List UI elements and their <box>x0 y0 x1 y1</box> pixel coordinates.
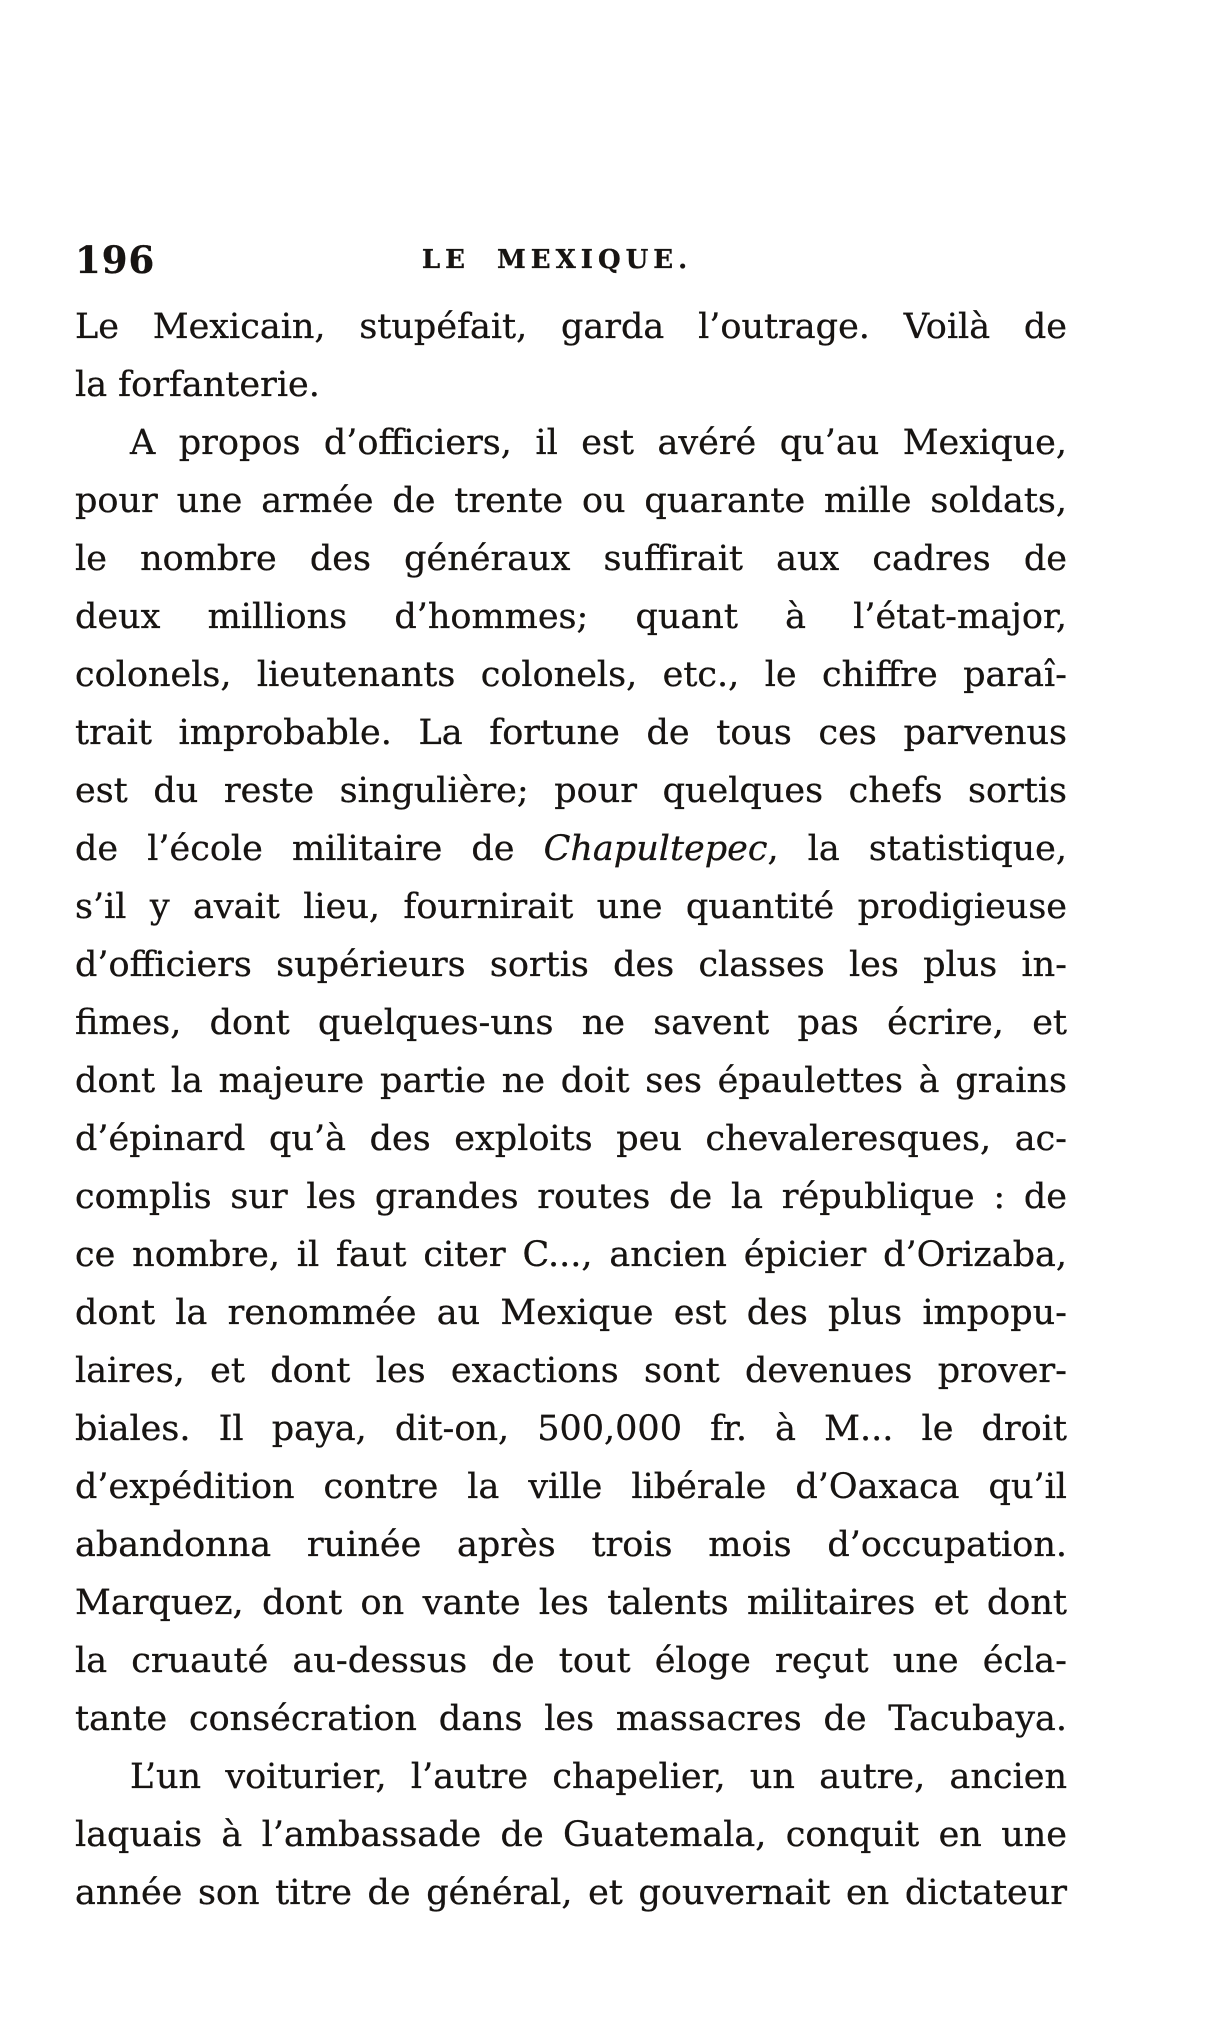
text-line: la forfanterie. <box>75 365 320 405</box>
text-line: laires, et dont les exactions sont devenues prover- <box>75 1351 1067 1391</box>
text-line: d’expédition contre la ville libérale d’Oaxaca qu’il <box>75 1467 1067 1507</box>
text-line: pour une armée de trente ou quarante mille soldats, <box>75 481 1067 521</box>
text-line: L’un voiturier, l’autre chapelier, un autre, ancien <box>130 1757 1067 1797</box>
text-line: s’il y avait lieu, fournirait une quantité prodigieuse <box>75 887 1067 927</box>
text-line: biales. Il paya, dit-on, 500,000 fr. à M... le droit <box>75 1409 1067 1449</box>
text-line: Le Mexicain, stupéfait, garda l’outrage. Voilà de <box>75 307 1067 347</box>
text-line: est du reste singulière; pour quelques chefs sortis <box>75 771 1067 811</box>
page-number: 196 <box>75 238 156 282</box>
paragraph-3 <box>75 1748 1067 1922</box>
italic-word: Chapultepec <box>543 829 768 869</box>
text-line: colonels, lieutenants colonels, etc., le chiffre paraî- <box>75 655 1067 695</box>
page-text <box>75 298 1067 1922</box>
text-segment: de l’école militaire de <box>75 829 544 869</box>
paragraph-2 <box>75 414 1067 1748</box>
text-line: dont la renommée au Mexique est des plus impopu- <box>75 1293 1067 1333</box>
text-line: fimes, dont quelques-uns ne savent pas écrire, et <box>75 1003 1067 1043</box>
running-title: LE MEXIQUE. <box>421 245 693 275</box>
text-line: d’officiers supérieurs sortis des classes les plus in- <box>75 945 1067 985</box>
text-line: le nombre des généraux suffirait aux cadres de <box>75 539 1067 579</box>
text-line: année son titre de général, et gouvernait en dictateur <box>75 1873 1067 1913</box>
text-segment: , la statistique, <box>767 829 1067 869</box>
text-line: dont la majeure partie ne doit ses épaulettes à grains <box>75 1061 1067 1101</box>
text-line: d’épinard qu’à des exploits peu chevaleresques, ac- <box>75 1119 1067 1159</box>
text-line: Marquez, dont on vante les talents militaires et dont <box>75 1583 1067 1623</box>
text-line: laquais à l’ambassade de Guatemala, conquit en une <box>75 1815 1067 1855</box>
text-line: abandonna ruinée après trois mois d’occupation. <box>75 1525 1067 1565</box>
text-line: deux millions d’hommes; quant à l’état-major, <box>75 597 1067 637</box>
text-line: trait improbable. La fortune de tous ces parvenus <box>75 713 1067 753</box>
text-line-with-italic <box>75 820 1067 878</box>
text-line: la cruauté au-dessus de tout éloge reçut une écla- <box>75 1641 1067 1681</box>
text-line: complis sur les grandes routes de la république : de <box>75 1177 1067 1217</box>
paragraph-1 <box>75 298 1067 414</box>
page-header <box>75 238 1067 288</box>
text-line: tante consécration dans les massacres de Tacubaya. <box>75 1699 1067 1739</box>
text-line: ce nombre, il faut citer C..., ancien épicier d’Orizaba, <box>75 1235 1067 1275</box>
text-line: A propos d’officiers, il est avéré qu’au Mexique, <box>130 423 1067 463</box>
